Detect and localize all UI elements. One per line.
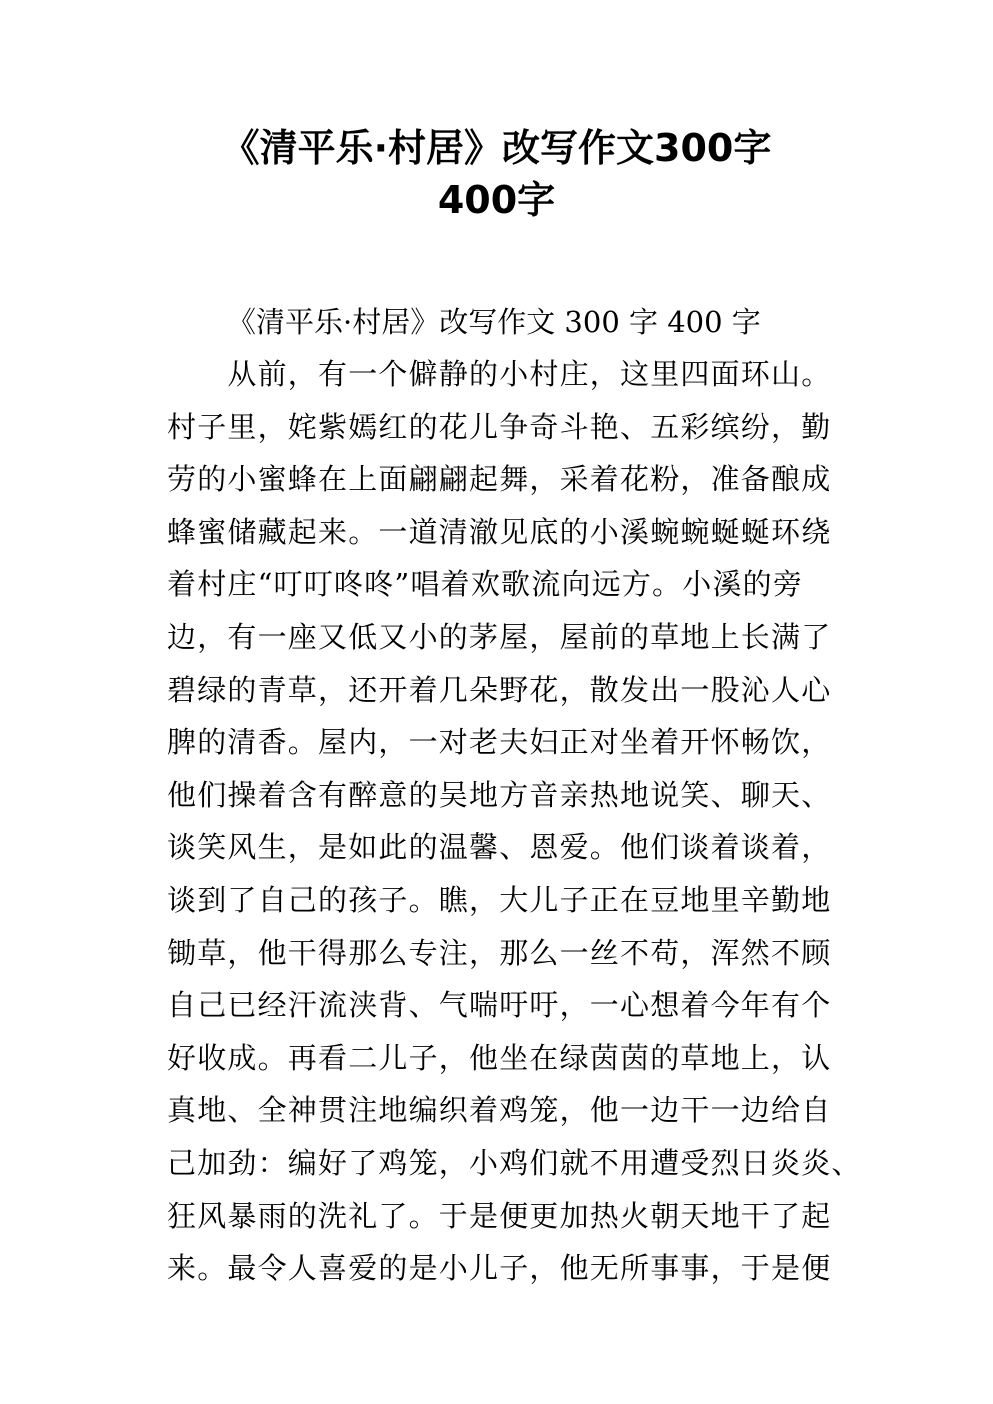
article-body	[167, 348, 862, 1295]
document-title-line-1: 《清平乐·村居》改写作文300字	[221, 126, 772, 170]
body-line: 从前，有一个僻静的小村庄，这里四面环山。	[167, 357, 832, 391]
body-line: 真地、全神贯注地编织着鸡笼，他一边干一边给自	[167, 1093, 832, 1128]
body-line: 边，有一座又低又小的茅屋，屋前的草地上长满了	[167, 619, 832, 654]
body-line: 劳的小蜜蜂在上面翩翩起舞，采着花粉，准备酿成	[167, 462, 832, 497]
body-line: 自己已经汗流浃背、气喘吁吁，一心想着今年有个	[167, 988, 832, 1023]
body-line: 碧绿的青草，还开着几朵野花，散发出一股沁人心	[167, 672, 832, 707]
document-title-line-2: 400字	[437, 178, 556, 222]
body-line: 己加劲：编好了鸡笼，小鸡们就不用遭受烈日炎炎、	[167, 1145, 862, 1180]
body-line: 他们操着含有醉意的吴地方音亲热地说笑、聊天、	[167, 777, 832, 812]
article-subheading: 《清平乐·村居》改写作文 300 字 400 字	[227, 305, 761, 339]
body-line: 谈到了自己的孩子。瞧，大儿子正在豆地里辛勤地	[167, 882, 832, 917]
body-line: 好收成。再看二儿子，他坐在绿茵茵的草地上，认	[167, 1040, 832, 1075]
body-line: 蜂蜜储藏起来。一道清澈见底的小溪蜿蜿蜒蜒环绕	[167, 514, 832, 549]
body-line: 锄草，他干得那么专注，那么一丝不苟，浑然不顾	[167, 935, 832, 970]
body-line: 着村庄“叮叮咚咚”唱着欢歌流向远方。小溪的旁	[167, 567, 804, 602]
body-line: 来。最令人喜爱的是小儿子，他无所事事，于是便	[167, 1251, 832, 1286]
body-line: 脾的清香。屋内，一对老夫妇正对坐着开怀畅饮，	[167, 725, 832, 760]
body-line: 谈笑风生，是如此的温馨、恩爱。他们谈着谈着，	[167, 830, 832, 865]
body-line: 狂风暴雨的洗礼了。于是便更加热火朝天地干了起	[167, 1198, 832, 1233]
body-line: 村子里，姹紫嫣红的花儿争奇斗艳、五彩缤纷，勤	[167, 409, 832, 444]
